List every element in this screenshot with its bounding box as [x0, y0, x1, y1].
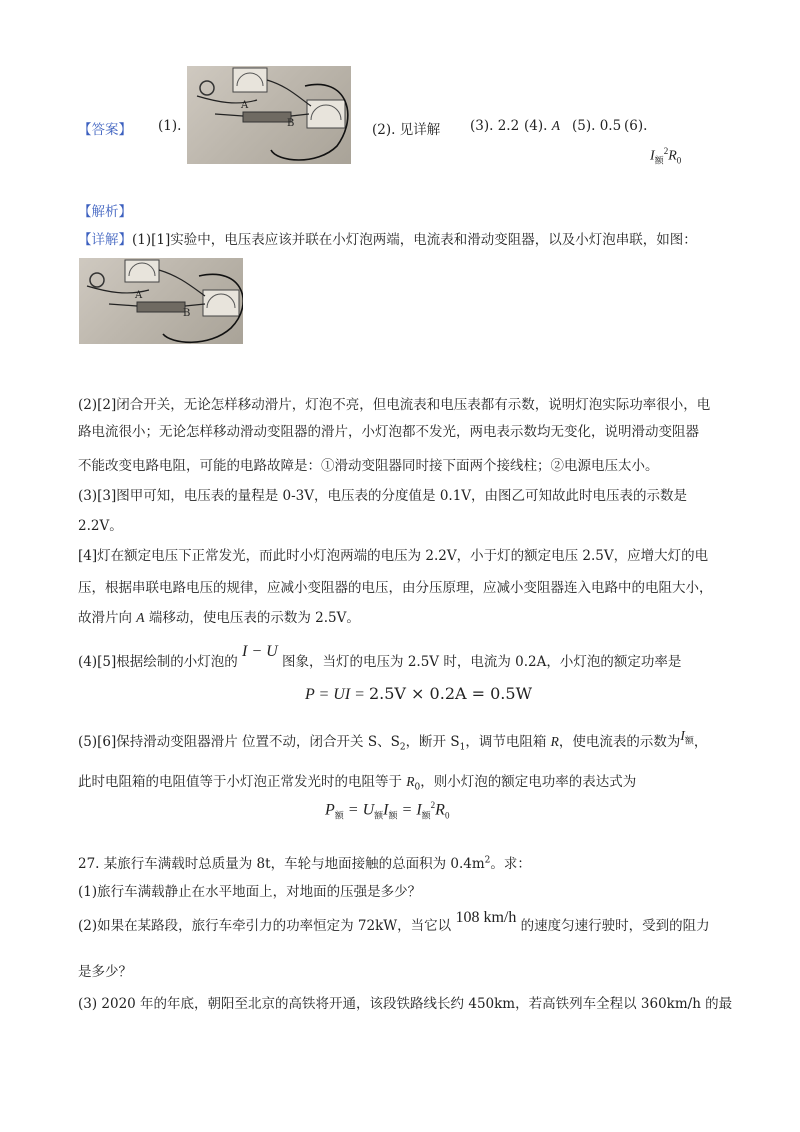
eq1-rhs: 2.5V × 0.2A = 0.5W — [368, 684, 533, 703]
eq2-sup: 2 — [430, 800, 436, 810]
detail-p6-a: (5)[6]保持滑动变阻器滑片 位置不动，闭合开关 S、S — [78, 734, 400, 750]
q27-line3 — [78, 909, 710, 935]
detail-p7-a: 此时电阻箱的电阻值等于小灯泡正常发光时的电阻等于 — [78, 774, 407, 790]
q27-line2: (1)旅行车满载静止在水平地面上，对地面的压强是多少？ — [78, 884, 422, 900]
detail-p7 — [78, 770, 636, 793]
eq2-U-sub: 额 — [374, 810, 384, 821]
q27-line5: (3) 2020 年的年底，朝阳至北京的高铁将开通，该段铁路线长约 450km，若高铁列车全程以 360km/h 的最 — [78, 996, 733, 1012]
detail-p4-line3-a: 故滑片向 — [78, 610, 137, 626]
circuit-photo-detail — [79, 258, 243, 344]
eq2-P: P — [325, 801, 335, 819]
detail-p4-line3-b: 端移动，使电压表的示数为 2.5V。 — [144, 610, 360, 626]
detail-p1 — [78, 228, 697, 248]
answer-4-number: (4). — [524, 118, 548, 134]
eq2-R: R — [435, 801, 445, 819]
detail-p3-line2: 2.2V。 — [78, 518, 123, 534]
eq2-R-sub: 0 — [444, 810, 450, 821]
answer-6-R-sub: 0 — [676, 155, 682, 166]
label-b: B — [287, 118, 295, 129]
answer-4 — [524, 118, 560, 134]
detail-p5 — [78, 643, 682, 671]
detail-p6-R: R — [550, 734, 559, 749]
eq2-I: I — [383, 801, 389, 819]
answer-4-value: A — [551, 118, 560, 133]
detail-p6-b: ，断开 S — [405, 734, 460, 750]
circuit-photo-answer — [187, 66, 351, 164]
eq2-eq2: = — [397, 801, 417, 819]
answer-6-number: (6). — [624, 118, 648, 134]
detail-p1-text: (1)[1]实验中，电压表应该并联在小灯泡两端，电流表和滑动变阻器，以及小灯泡串联，如图： — [132, 232, 697, 248]
detail-p3-line1: (3)[3]图甲可知，电压表的量程是 0-3V，电压表的分度值是 0.1V，由图乙可知故此时电压表的示数是 — [78, 488, 688, 504]
detail-p6-d: ，使电流表的示数为 — [558, 734, 681, 750]
detail-p6-I-letter: I — [680, 728, 685, 743]
q27-line3-b: 的速度匀速行驶时，受到的阻力 — [520, 918, 710, 934]
detail-p5-IU: I − U — [242, 643, 278, 660]
answer-1-number: (1). — [158, 118, 182, 134]
q27-line1 — [78, 852, 531, 872]
detail-p6 — [78, 730, 707, 753]
q27-line3-a: (2)如果在某路段，旅行车牵引力的功率恒定为 72kW，当它以 — [78, 918, 452, 934]
answer-3: (3). 2.2 — [470, 118, 520, 134]
answer-6-I: I — [650, 148, 655, 164]
eq2-I2: I — [416, 801, 422, 819]
q27-speed: 108 km/h — [455, 909, 517, 926]
detail-p6-I — [680, 728, 694, 746]
detail-p6-I-sub: 额 — [684, 735, 694, 746]
answer-tag: 【答案】 — [78, 122, 132, 138]
detail-p2-line3: 不能改变电路电阻，可能的电路故障是：①滑动变阻器同时接下面两个接线柱；②电源电压太小。 — [78, 458, 659, 474]
detail-p5-a: (4)[5]根据绘制的小灯泡的 — [78, 654, 238, 670]
detail-p6-S1: 1 — [459, 742, 466, 753]
equation-rated-power — [325, 800, 449, 822]
detail-p2-line2: 路电流很小；无论怎样移动滑动变阻器的滑片，小灯泡都不发光，两电表示数均无变化，说明滑动变阻器 — [78, 424, 699, 440]
eq2-U: U — [362, 801, 375, 819]
detail-p4-line3 — [78, 606, 360, 626]
analysis-tag: 【解析】 — [78, 204, 132, 220]
detail-p4-line1: [4]灯在额定电压下正常发光，而此时小灯泡两端的电压为 2.2V，小于灯的额定电压 2.5V，应增大灯的电 — [78, 548, 709, 564]
detail-p7-R: R — [406, 774, 415, 789]
answer-6-R: R — [668, 148, 677, 164]
answer-6-sup: 2 — [663, 146, 669, 156]
detail-p6-e: ， — [693, 734, 708, 750]
label-a: A — [241, 100, 249, 111]
q27-line1-b: 。求： — [490, 856, 531, 872]
eq2-I-sub: 额 — [388, 810, 398, 821]
detail-p4-line3-A: A — [136, 610, 145, 625]
detail-p7-b: ，则小灯泡的额定电功率的表达式为 — [420, 774, 637, 790]
detail-p4-line2: 压，根据串联电路电压的规律，应减小变阻器的电压，由分压原理，应减小变阻器连入电路中的电阻大小， — [78, 580, 713, 596]
eq1-P: P — [305, 686, 315, 703]
q27-line1-sup: 2 — [484, 855, 491, 866]
q27-line4: 是多少？ — [78, 964, 132, 980]
detail-p6-c: ，调节电阻箱 — [465, 734, 551, 750]
detail-p6-S2: 2 — [399, 742, 406, 753]
eq2-I2-sub: 额 — [421, 810, 431, 821]
answer-5: (5). 0.5 — [572, 118, 622, 134]
eq1-mid: = UI = — [314, 686, 369, 703]
eq2-P-sub: 额 — [334, 810, 344, 821]
detail-tag: 【详解】 — [78, 232, 132, 248]
answer-6-I-sub: 额 — [654, 155, 664, 166]
equation-power — [305, 684, 532, 704]
q27-line1-a: 27. 某旅行车满载时总质量为 8t，车轮与地面接触的总面积为 0.4m — [78, 856, 485, 872]
eq2-eq1: = — [343, 801, 363, 819]
label-b: B — [183, 308, 191, 319]
detail-p7-R-sub: 0 — [414, 782, 421, 793]
answer-6-formula — [650, 146, 681, 166]
detail-p2-line1: (2)[2]闭合开关，无论怎样移动滑片，灯泡不亮，但电流表和电压表都有示数，说明灯泡实际功率很小，电 — [78, 397, 711, 413]
answer-2: (2). 见详解 — [372, 122, 441, 138]
label-a: A — [135, 290, 143, 301]
detail-p5-b: 图象，当灯的电压为 2.5V 时，电流为 0.2A，小灯泡的额定功率是 — [282, 654, 682, 670]
